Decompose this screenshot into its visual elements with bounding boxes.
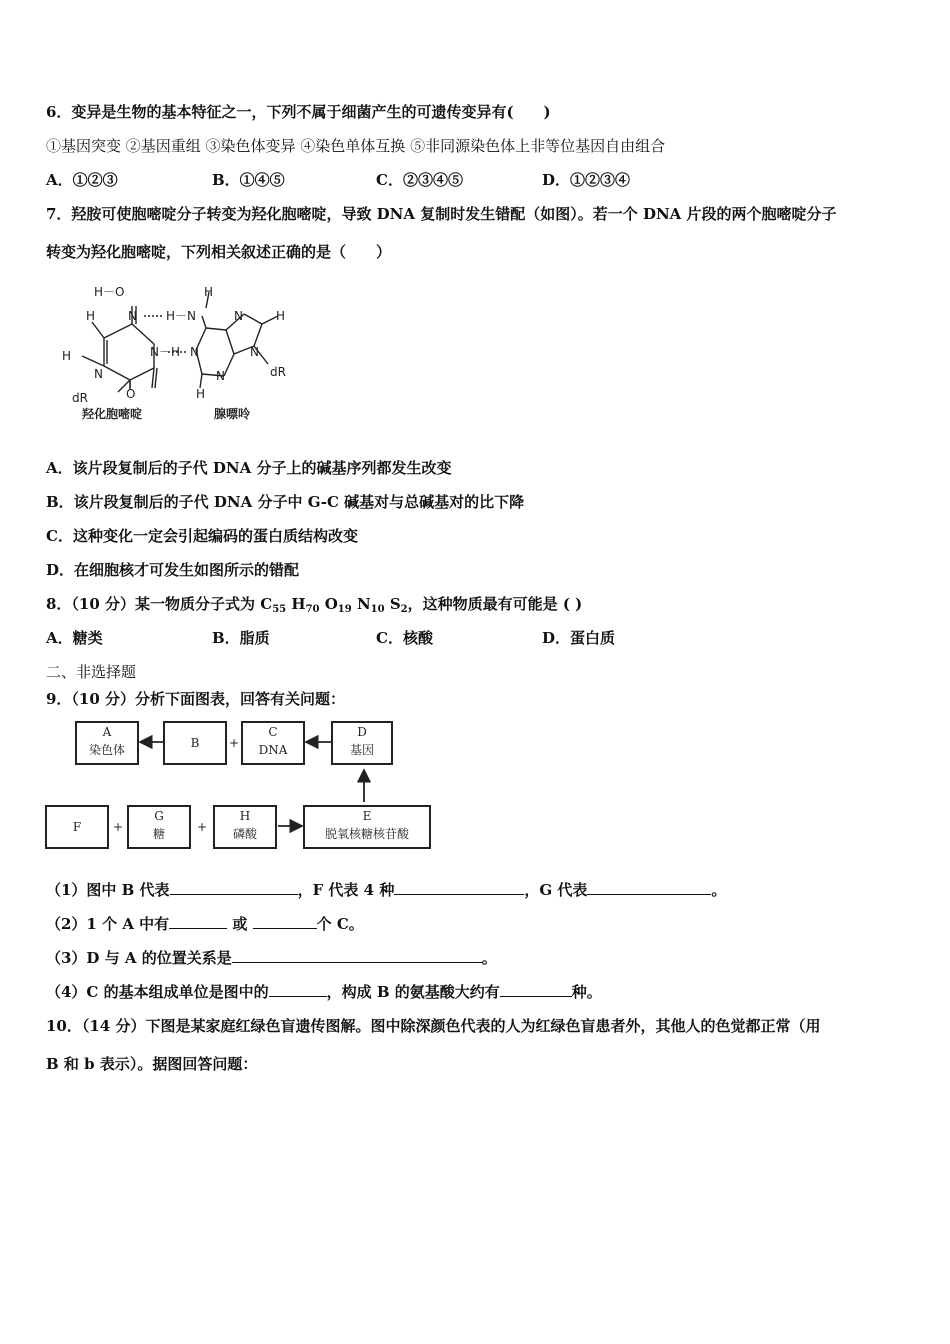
label-adenine: 腺嘌呤 xyxy=(214,407,251,421)
q7-option-d: D．在细胞核才可发生如图所示的错配 xyxy=(46,561,300,579)
box-c-letter: C xyxy=(268,725,278,739)
q9-sub4: （4）C 的基本组成单位是图中的 ，构成 B 的氨基酸大约有 种。 xyxy=(46,983,602,1001)
q7-option-a: A．该片段复制后的子代 DNA 分子上的碱基序列都发生改变 xyxy=(46,459,452,477)
q8-options xyxy=(46,628,615,648)
label-hydroxycytosine: 羟化胞嘧啶 xyxy=(82,407,143,421)
q8-stem-suffix: ，这种物质最有可能是 ( ) xyxy=(407,595,583,613)
box-b-letter: B xyxy=(190,736,200,750)
q9-blank-da[interactable] xyxy=(232,948,482,963)
atom-n-5: N xyxy=(216,369,225,383)
atom-n-2: N xyxy=(190,345,199,359)
q8-stem xyxy=(46,594,582,620)
q7-stem-line2: 转变为羟化胞嘧啶，下列相关叙述正确的是（ ） xyxy=(46,243,392,261)
box-c-text: DNA xyxy=(258,743,288,757)
q9-blank-b[interactable] xyxy=(170,880,298,895)
q8-option-b: B．脂质 xyxy=(212,629,270,647)
q6-stem: 6．变异是生物的基本特征之一，下列不属于细菌产生的可遗传变异有( ) xyxy=(46,103,551,121)
plus-3: + xyxy=(196,820,208,834)
atom-dr-right: dR xyxy=(270,365,286,379)
q10-stem-line1: 10．（14 分）下图是某家庭红绿色盲遗传图解。图中除深颜色代表的人为红绿色盲患者外，其他人的色觉都正常（用 xyxy=(46,1017,821,1035)
section-heading: 二、非选择题 xyxy=(46,663,137,681)
plus-1: + xyxy=(228,736,240,750)
q7-option-b: B．该片段复制后的子代 DNA 分子中 G-C 碱基对与总碱基对的比下降 xyxy=(46,493,525,511)
box-a-text: 染色体 xyxy=(88,743,126,757)
q8-stem-prefix: 8．（10 分）某一物质分子式为 xyxy=(46,595,261,613)
q8-option-d: D．蛋白质 xyxy=(542,629,616,647)
atom-h-top: H xyxy=(204,285,214,299)
q8-option-a: A．糖类 xyxy=(46,629,103,647)
q9-sub3: （3）D 与 A 的位置关系是 。 xyxy=(46,949,497,967)
box-h-text: 磷酸 xyxy=(232,827,258,841)
q9-sub2: （2）1 个 A 中有 或 个 C。 xyxy=(46,915,364,933)
box-a-letter: A xyxy=(102,725,112,739)
box-e-text: 脱氧核糖核苷酸 xyxy=(324,827,410,841)
q9-blank-a2[interactable] xyxy=(253,914,317,929)
atom-h-left-top: H xyxy=(86,309,96,323)
box-d-letter: D xyxy=(357,725,367,739)
q7-option-c: C．这种变化一定会引起编码的蛋白质结构改变 xyxy=(46,527,358,545)
q7-structure-figure xyxy=(56,280,306,425)
atom-h-o: H－O xyxy=(94,285,125,299)
q9-blank-g[interactable] xyxy=(587,880,711,895)
q8-formula: $C_{55}$ $H_{70}$ $O_{19}$ $N_{10}$ $S_2$ xyxy=(260,595,408,615)
atom-n-h: N－H xyxy=(150,345,181,359)
q9-blank-c[interactable] xyxy=(269,982,327,997)
box-e-letter: E xyxy=(362,809,372,823)
atom-n-4: N xyxy=(94,367,103,381)
plus-2: + xyxy=(112,820,124,834)
atom-dr-left: dR xyxy=(72,391,88,405)
q9-concept-diagram xyxy=(44,718,436,852)
q6-option-c: C．②③④⑤ xyxy=(376,171,463,189)
q6-option-a: A．①②③ xyxy=(46,171,118,189)
atom-h-left: H xyxy=(62,349,72,363)
atom-h-n: H－N xyxy=(166,309,197,323)
atom-n-3: N xyxy=(250,345,259,359)
q6-options xyxy=(46,170,630,190)
q10-stem-line2: B 和 b 表示）。据图回答问题： xyxy=(46,1055,258,1073)
box-d-text: 基因 xyxy=(349,743,375,757)
q8-option-c: C．核酸 xyxy=(376,629,433,647)
atom-h-right: H xyxy=(276,309,286,323)
q6-option-d: D．①②③④ xyxy=(542,171,631,189)
q6-option-b: B．①④⑤ xyxy=(212,171,285,189)
q9-blank-a1[interactable] xyxy=(169,914,227,929)
atom-n-imid: N xyxy=(234,309,243,323)
box-h-letter: H xyxy=(239,809,251,823)
q9-blank-amino[interactable] xyxy=(500,982,572,997)
q6-items: ①基因突变 ②基因重组 ③染色体变异 ④染色单体互换 ⑤非同源染色体上非等位基因自由组合 xyxy=(46,137,666,155)
q9-stem: 9．（10 分）分析下面图表，回答有关问题： xyxy=(46,690,346,708)
q9-blank-f[interactable] xyxy=(394,880,524,895)
atom-h-bottom: H xyxy=(196,387,206,401)
atom-n-1: N xyxy=(128,309,137,323)
atom-o: O xyxy=(126,387,136,401)
box-g-letter: G xyxy=(154,809,164,823)
box-f-letter: F xyxy=(72,820,82,834)
q9-sub1: （1）图中 B 代表 ，F 代表 4 种 ，G 代表 。 xyxy=(46,881,727,899)
q7-stem-line1: 7．羟胺可使胞嘧啶分子转变为羟化胞嘧啶，导致 DNA 复制时发生错配（如图）。若一个 DNA 片段的两个胞嘧啶分子 xyxy=(46,205,837,223)
box-g-text: 糖 xyxy=(152,827,166,841)
